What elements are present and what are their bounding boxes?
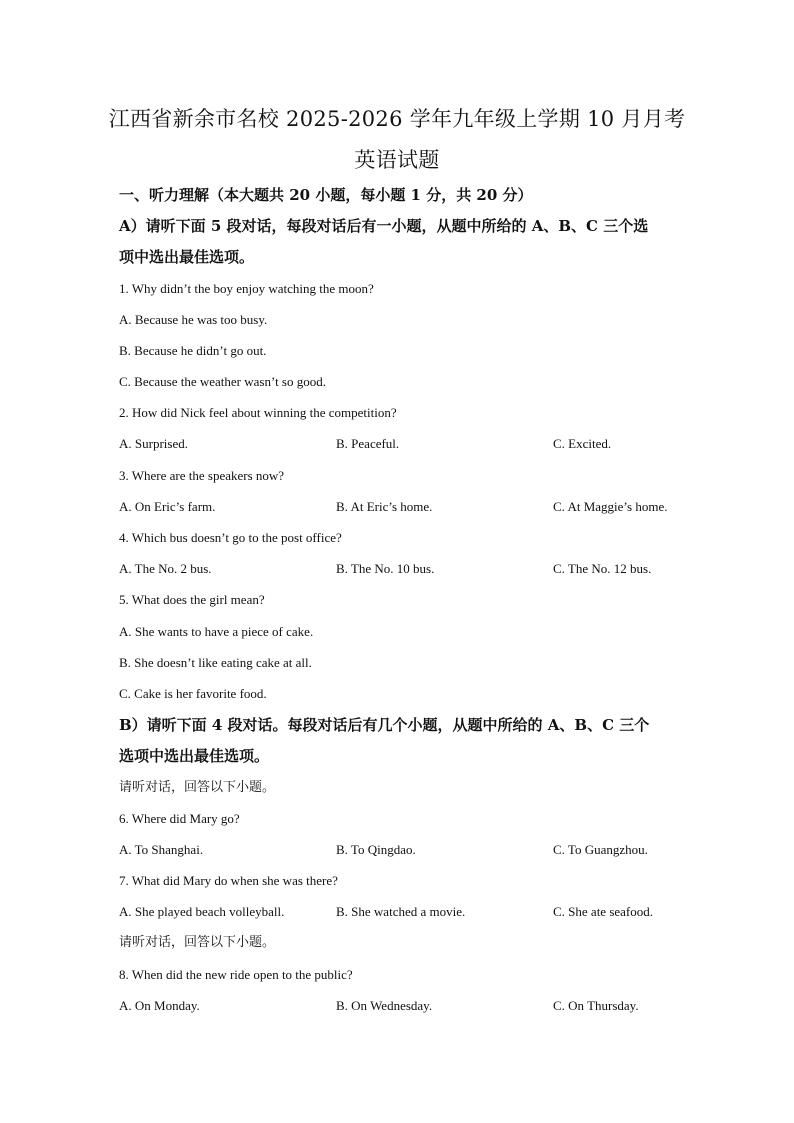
question-1-stem: 1. Why didn’t the boy enjoy watching the moon? [119,281,374,296]
question-2-option-c: C. Excited. [553,436,612,451]
question-2-option-b: B. Peaceful. [336,436,400,451]
section-a-instruction-line2: 项中选出最佳选项。 [119,248,255,266]
question-6-stem: 6. Where did Mary go? [119,811,240,826]
question-8-stem: 8. When did the new ride open to the public? [119,967,353,982]
question-4-option-c: C. The No. 12 bus. [553,561,652,576]
question-5-option-b: B. She doesn’t like eating cake at all. [119,655,312,670]
section-b-instruction-line1: B）请听下面 4 段对话。每段对话后有几个小题，从题中所给的 A、B、C 三个 [119,716,650,734]
question-6-option-a: A. To Shanghai. [119,842,204,857]
question-1-option-b: B. Because he didn’t go out. [119,343,267,358]
question-3-option-c: C. At Maggie’s home. [553,499,668,514]
question-1-option-c: C. Because the weather wasn’t so good. [119,374,326,389]
exam-title: 江西省新余市名校 2025-2026 学年九年级上学期 10 月月考 [108,107,686,131]
question-3-stem: 3. Where are the speakers now? [119,468,285,483]
question-7-option-a: A. She played beach volleyball. [119,904,285,919]
exam-subtitle: 英语试题 [354,148,440,172]
question-6-option-c: C. To Guangzhou. [553,842,648,857]
section-b-instruction-line2: 选项中选出最佳选项。 [119,747,270,765]
question-8-option-b: B. On Wednesday. [336,998,433,1013]
question-8-option-c: C. On Thursday. [553,998,639,1013]
question-4-stem: 4. Which bus doesn’t go to the post office? [119,530,342,545]
question-7-option-c: C. She ate seafood. [553,904,654,919]
question-4-option-a: A. The No. 2 bus. [119,561,212,576]
question-3-option-a: A. On Eric’s farm. [119,499,216,514]
question-2-stem: 2. How did Nick feel about winning the competition? [119,405,397,420]
dialogue-instruction-2: 请听对话，回答以下小题。 [119,935,276,950]
question-7-stem: 7. What did Mary do when she was there? [119,873,338,888]
question-2-option-a: A. Surprised. [119,436,188,451]
question-8-option-a: A. On Monday. [119,998,200,1013]
question-5-stem: 5. What does the girl mean? [119,592,265,607]
question-5-option-c: C. Cake is her favorite food. [119,686,267,701]
part1-heading: 一、听力理解（本大题共 20 小题，每小题 1 分，共 20 分） [119,186,533,204]
question-5-option-a: A. She wants to have a piece of cake. [119,624,314,639]
dialogue-instruction-1: 请听对话，回答以下小题。 [119,780,276,795]
question-1-option-a: A. Because he was too busy. [119,312,268,327]
question-3-option-b: B. At Eric’s home. [336,499,433,514]
question-4-option-b: B. The No. 10 bus. [336,561,435,576]
question-6-option-b: B. To Qingdao. [336,842,416,857]
section-a-instruction-line1: A）请听下面 5 段对话，每段对话后有一小题，从题中所给的 A、B、C 三个选 [119,217,649,235]
question-7-option-b: B. She watched a movie. [336,904,466,919]
